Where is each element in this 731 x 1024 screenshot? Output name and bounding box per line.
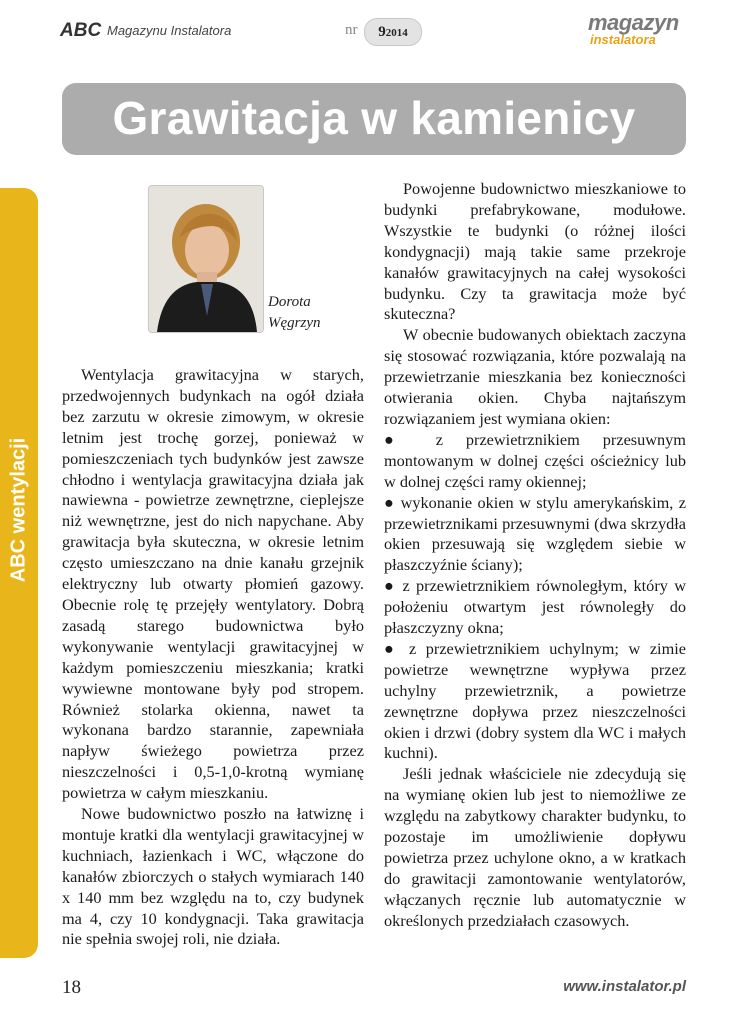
logo-top-text: magazyn [588,10,679,35]
author-caption [268,292,321,334]
header-magazine-name: Magazynu Instalatora [107,23,232,38]
paragraph: Jeśli jednak właściciele nie zdecydują się na wymianę okien lub jest to niemożliwe ze względu na zabytkowy charakter budynku, to pozostaje im umożliwienie dopływu powietrza przez uchylone okno, a w kratkach do grawitacji zamontowanie wentylatorów, włączanych ręcznie lub automatycznie w określonych przedziałach czasowych. [384,764,686,930]
right-text-column [384,179,686,932]
left-text-column [62,365,364,950]
paragraph: W obecnie budowanych obiektach zaczyna się stosować rozwiązania, które pozwalają na przewietrzanie mieszkania bez konieczności otwierania okien. Chyba najtańszym rozwiązaniem jest wymiana okien: [384,325,686,428]
bullet-text: z przewietrznikiem uchylnym; w zimie powietrze wewnętrzne wypływa przez uchylny przewietrznik, a powietrze zewnętrzne dopływa przez nieszczelności okien i drzwi (dobry system dla WC i małych kuchni). [384,638,686,763]
author-last-name: Węgrzyn [268,315,321,331]
bullet-text: wykonanie okien w stylu amerykańskim, z przewietrznikami przesuwnymi (dwa skrzydła okien przesuwają się względem siebie w płaszczyźnie ściany); [384,492,686,575]
bullet-item [384,639,686,764]
author-photo [148,185,264,333]
issue-nr-label: nr [345,22,358,38]
issue-year: 2014 [385,27,408,39]
magazine-logo [588,12,698,52]
bullet-text: z przewietrznikiem przesuwnym montowanym w dolnej części ościeżnicy lub w dolnej części ramy okiennej; [384,429,686,491]
header-brand: ABC [60,20,102,41]
paragraph: Wentylacja grawitacyjna w starych, przedwojennych budynkach na ogół działa bez zarzutu w okresie zimowym, w okresie letnim jest trochę gorzej, ponieważ w pomieszczeniach tych budynków jest zawsze chłodno i wentylacja grawitacyjna działa jak nawiewna - powietrze zewnętrzne, cieplejsze niż wewnętrzne, jest do nich napychane. Aby grawitacja była skuteczna, w okresie letnim często umieszczano na dnie kanału grzejnik elektryczny lub otwarty płomień gazowy. Obecnie rolę tę przejęły wentylatory. Dobrą zasadą starego budownictwa było wykonywanie wentylacji grawitacyjnej w każdym pomieszczeniu mieszkania; kratki wywiewne montowane były pod stropem. Również stolarka okienna, nawet ta wykonana bardzo starannie, zapewniała napływ świeżego powietrza przez nieszczelności i 0,5-1,0-krotną wymianę powietrza w całym mieszkaniu. [62,365,364,803]
issue-number: 9 [378,24,386,40]
paragraph: Nowe budownictwo poszło na łatwiznę i montuje kratki dla wentylacji grawitacyjnej w kuchniach, łazienkach i WC, włączone do kanałów zbiorczych o stałych wymiarach 140 x 140 mm bez względu na to, czy budynek ma 4, czy 10 kondygnacji. Taka grawitacja nie spełnia swojej roli, nie działa. [62,804,364,949]
author-portrait-image [149,186,263,332]
bullet-text: z przewietrznikiem równoległym, który w położeniu otwartym jest równoległy do płaszczyzny okna; [384,576,686,638]
issue-badge [364,18,422,46]
bullet-icon: ● [384,638,400,658]
website-link[interactable]: www.instalator.pl [563,978,686,995]
logo-bottom-text: instalatora [590,32,656,47]
section-label: ABC wentylacji [7,437,30,583]
bullet-item [384,576,686,639]
page-number: 18 [62,977,81,998]
author-first-name: Dorota [268,294,311,310]
paragraph: Powojenne budownictwo mieszkaniowe to budynki prefabrykowane, modułowe. Wszystkie te budynki (o różnej ilości kondygnacji) mają takie same przekroje kanałów grawitacyjnych na całej wysokości budynku. Czy ta grawitacja może być skuteczna? [384,179,686,324]
bullet-icon: ● [384,492,396,512]
bullet-item [384,430,686,493]
bullet-item [384,493,686,577]
bullet-icon: ● [384,429,413,449]
bullet-icon: ● [384,576,397,596]
article-title: Grawitacja w kamienicy [112,92,636,144]
